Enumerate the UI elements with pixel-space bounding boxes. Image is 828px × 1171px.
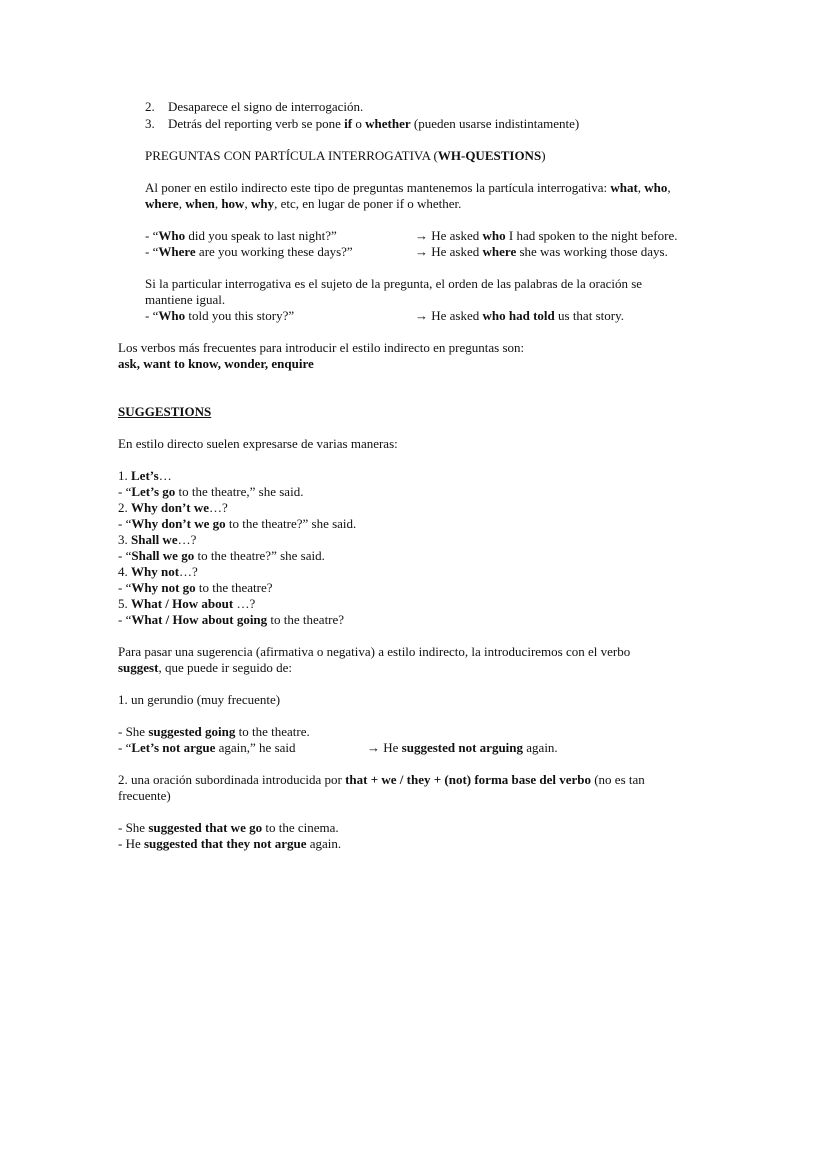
verbs-line-1: Los verbos más frecuentes para introducir el estilo indirecto en preguntas son: (118, 340, 525, 355)
arrow-icon: → (367, 740, 380, 755)
arrow-icon: → (415, 228, 428, 243)
suggestion-form-1: 1. Let’s… (118, 468, 172, 483)
wh-heading: PREGUNTAS CON PARTÍCULA INTERROGATIVA (WH-QUESTIONS) (145, 148, 546, 163)
suggestion-example-4: - “Why not go to the theatre? (118, 580, 273, 595)
gerund-example-2-direct: - “Let’s not argue again,” he said (118, 740, 296, 755)
suggestion-form-4: 4. Why not…? (118, 564, 198, 579)
arrow-icon: → (415, 308, 428, 323)
wh-intro-line-1: Al poner en estilo indirecto este tipo de preguntas mantenemos la partícula interrogativa: what, who, (145, 180, 671, 195)
suggest-paragraph-line-1: Para pasar una sugerencia (afirmativa o negativa) a estilo indirecto, la introduciremos con el verbo (118, 644, 631, 659)
wh-subject-line-1: Si la particular interrogativa es el sujeto de la pregunta, el orden de las palabras de la oración se (145, 276, 643, 291)
suggestion-form-3: 3. Shall we…? (118, 532, 197, 547)
option-subordinate-line-1: 2. una oración subordinada introducida por that + we / they + (not) forma base del verbo (no es tan (118, 772, 645, 787)
suggestions-intro: En estilo directo suelen expresarse de varias maneras: (118, 436, 398, 451)
wh-example-2-reported: → He asked where she was working those days. (415, 244, 668, 259)
wh-example-3-reported: → He asked who had told us that story. (415, 308, 624, 323)
subordinate-example-2: - He suggested that they not argue again. (118, 836, 342, 851)
wh-intro-line-2: where, when, how, why, etc, en lugar de poner if o whether. (145, 196, 462, 211)
gerund-example-1: - She suggested going to the theatre. (118, 724, 310, 739)
verbs-line-2: ask, want to know, wonder, enquire (118, 356, 314, 371)
option-subordinate-line-2: frecuente) (118, 788, 171, 803)
gerund-example-2-reported: → He suggested not arguing again. (367, 740, 558, 755)
suggestions-heading: SUGGESTIONS (118, 404, 212, 419)
wh-example-2-direct: - “Where are you working these days?” (145, 244, 353, 259)
suggestion-form-5: 5. What / How about …? (118, 596, 256, 611)
suggestion-example-5: - “What / How about going to the theatre? (118, 612, 345, 627)
wh-example-1-reported: → He asked who I had spoken to the night before. (415, 228, 678, 243)
arrow-icon: → (415, 244, 428, 259)
rule-item-2: 2. Desaparece el signo de interrogación. (145, 99, 364, 114)
wh-example-3-direct: - “Who told you this story?” (145, 308, 295, 323)
wh-example-1-direct: - “Who did you speak to last night?” (145, 228, 337, 243)
rule-item-3: 3. Detrás del reporting verb se pone if o whether (pueden usarse indistintamente) (145, 116, 580, 131)
suggestion-form-2: 2. Why don’t we…? (118, 500, 228, 515)
wh-subject-line-2: mantiene igual. (145, 292, 226, 307)
option-gerund: 1. un gerundio (muy frecuente) (118, 692, 281, 707)
suggestion-example-2: - “Why don’t we go to the theatre?” she said. (118, 516, 357, 531)
suggestion-example-3: - “Shall we go to the theatre?” she said. (118, 548, 325, 563)
suggestion-example-1: - “Let’s go to the theatre,” she said. (118, 484, 304, 499)
subordinate-example-1: - She suggested that we go to the cinema. (118, 820, 339, 835)
suggest-paragraph-line-2: suggest, que puede ir seguido de: (118, 660, 293, 675)
